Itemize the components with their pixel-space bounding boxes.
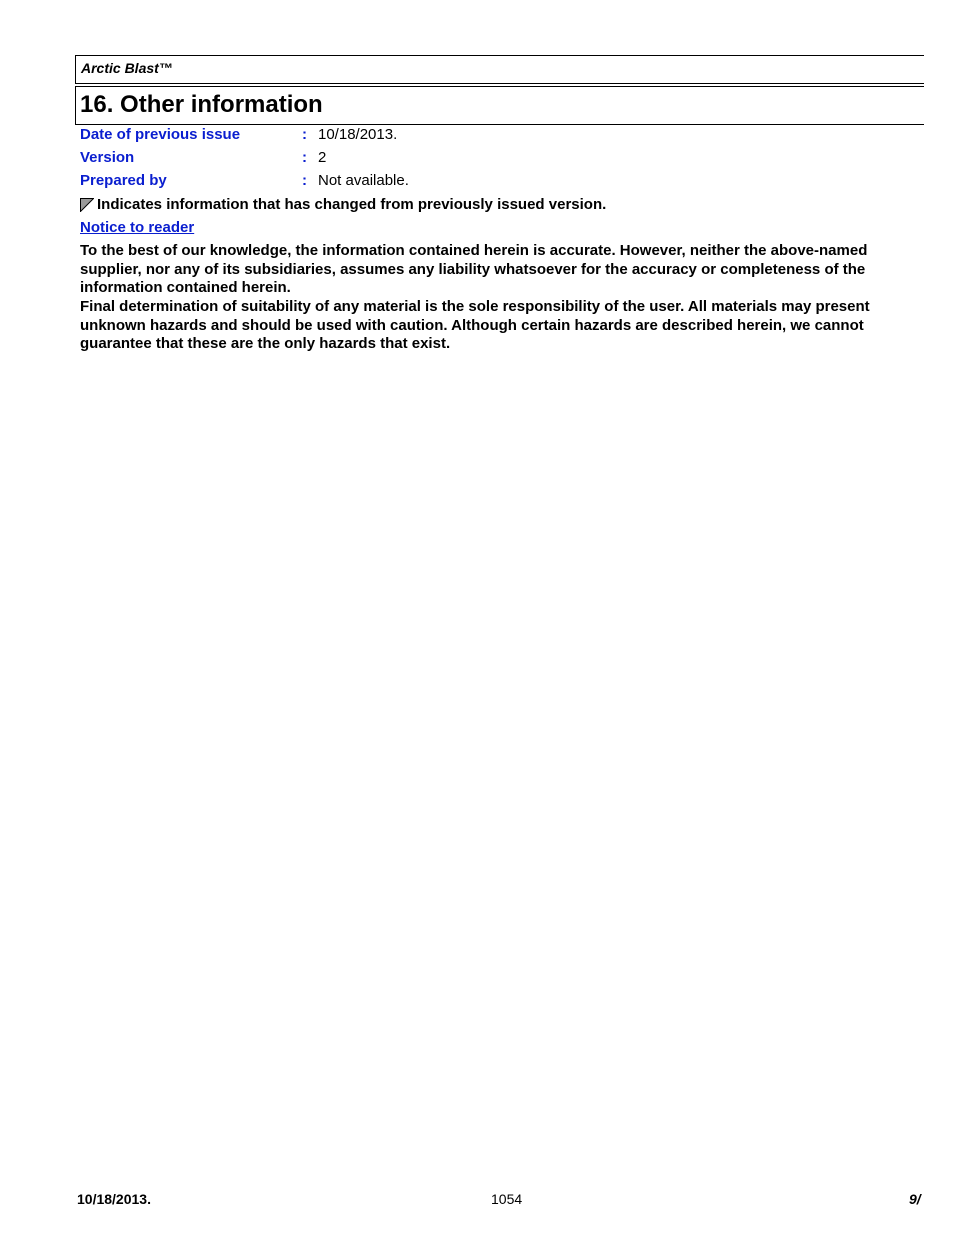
info-label: Version	[80, 149, 135, 166]
notice-to-reader-link[interactable]: Notice to reader	[80, 219, 195, 236]
info-colon: :	[302, 172, 307, 189]
info-value: 2	[318, 149, 327, 166]
info-colon: :	[302, 126, 307, 143]
section-header	[75, 86, 924, 125]
notice-paragraph-2: Final determination of suitability of any material is the sole responsibility of the user. All materials may present unknown hazards and should be used with caution. Although certain hazards are described herein, we cannot guarantee that these are the only hazards that exist.	[80, 298, 870, 353]
product-name: Arctic Blast™	[81, 60, 173, 76]
section-title: 16. Other information	[80, 91, 323, 118]
info-value: 10/18/2013.	[318, 126, 398, 143]
info-label: Prepared by	[80, 172, 167, 189]
info-value: Not available.	[318, 172, 409, 189]
info-colon: :	[302, 149, 307, 166]
change-indicator-text: Indicates information that has changed from previously issued version.	[97, 196, 607, 213]
change-triangle-icon	[80, 198, 94, 212]
footer-page-number: 9/	[909, 1191, 921, 1207]
notice-paragraph-1: To the best of our knowledge, the information contained herein is accurate. However, neither the above-named supplier, nor any of its subsidiaries, assumes any liability whatsoever for the accuracy or completeness of the information contained herein.	[80, 242, 868, 297]
footer-date: 10/18/2013.	[77, 1191, 151, 1207]
change-indicator-note	[80, 196, 606, 213]
footer-document-number: 1054	[491, 1191, 523, 1207]
product-header	[75, 55, 924, 84]
info-label: Date of previous issue	[80, 126, 241, 143]
